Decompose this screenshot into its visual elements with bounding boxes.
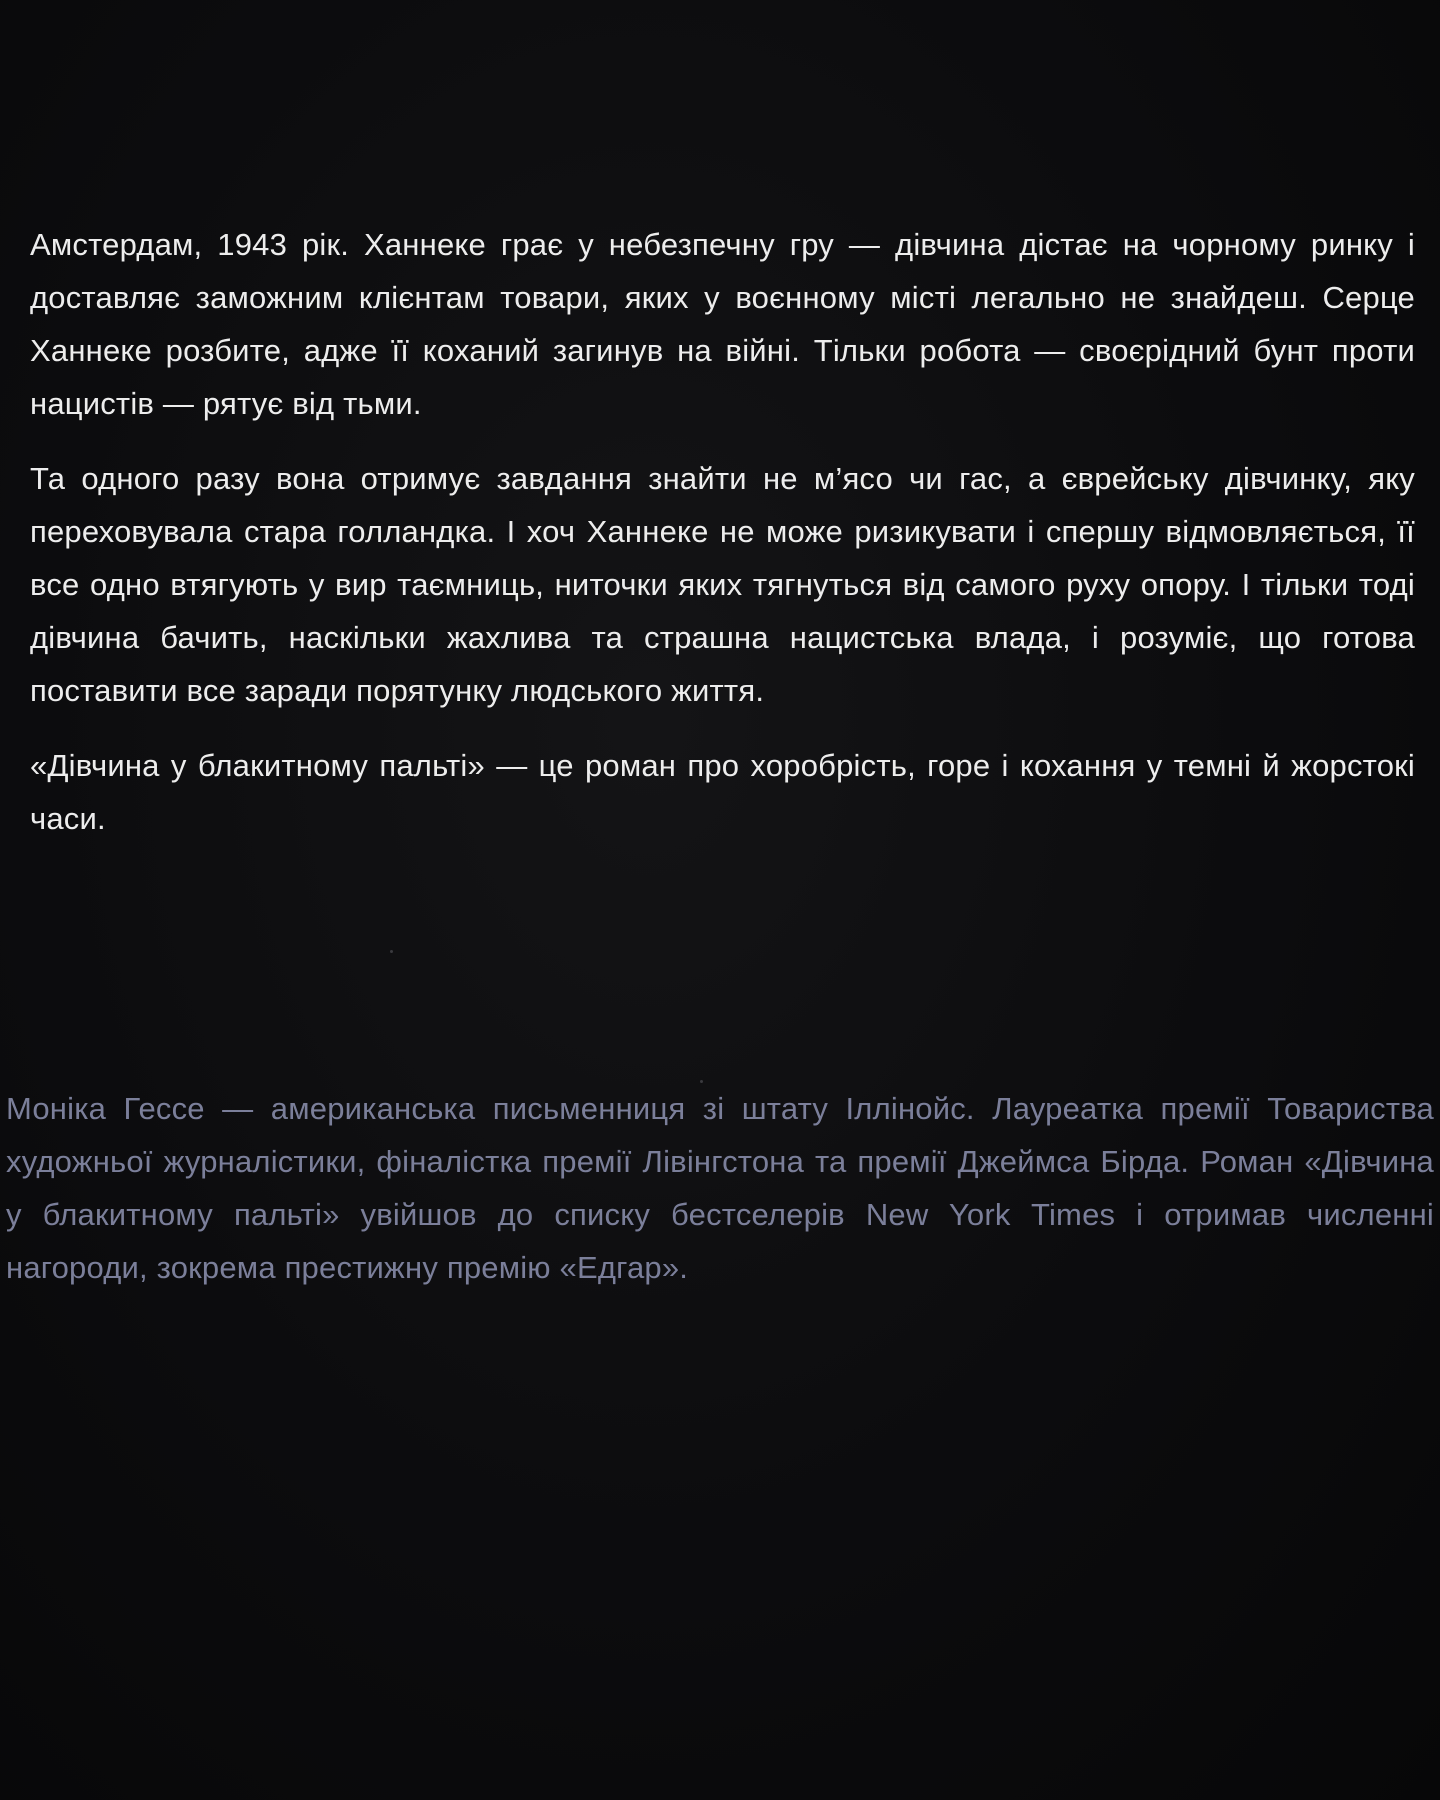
blurb-paragraph-3: «Дівчина у блакитному пальті» — це роман про хоробрість, горе і кохання у темні й жорстокі часи. [30, 748, 1415, 836]
blurb-paragraph-2: Та одного разу вона отримує завдання знайти не м’ясо чи гас, а єврейську дівчинку, яку переховувала стара голландка. І хоч Ханнеке не може ризикувати і спершу відмовляється, її все одно втягують у вир таємниць, ниточки яких тягнуться від самого руху опору. І тільки тоді дівчина бачить, наскільки жахлива та страшна нацистська влада, і розуміє, що готова поставити все заради порятунку людського життя. [30, 461, 1415, 708]
author-bio: Моніка Гессе — американська письменниця зі штату Іллінойс. Лауреатка премії Товариства художньої журналістики, фіналістка премії Лівінгстона та премії Джеймса Бірда. Роман «Дівчина у блакитному пальті» увійшов до списку бестселерів New York Times і отримав численні нагороди, зокрема престижну премію «Едгар». [6, 1091, 1434, 1285]
dust-speck [390, 950, 393, 953]
blurb-paragraph-1: Амстердам, 1943 рік. Ханнеке грає у небезпечну гру — дівчина дістає на чорному ринку і доставляє заможним клієнтам товари, яких у воєнному місті легально не знайдеш. Серце Ханнеке розбите, адже її коханий загинув на війні. Тільки робота — своєрідний бунт проти нацистів — рятує від тьми. [30, 227, 1415, 421]
book-blurb [30, 218, 1415, 867]
